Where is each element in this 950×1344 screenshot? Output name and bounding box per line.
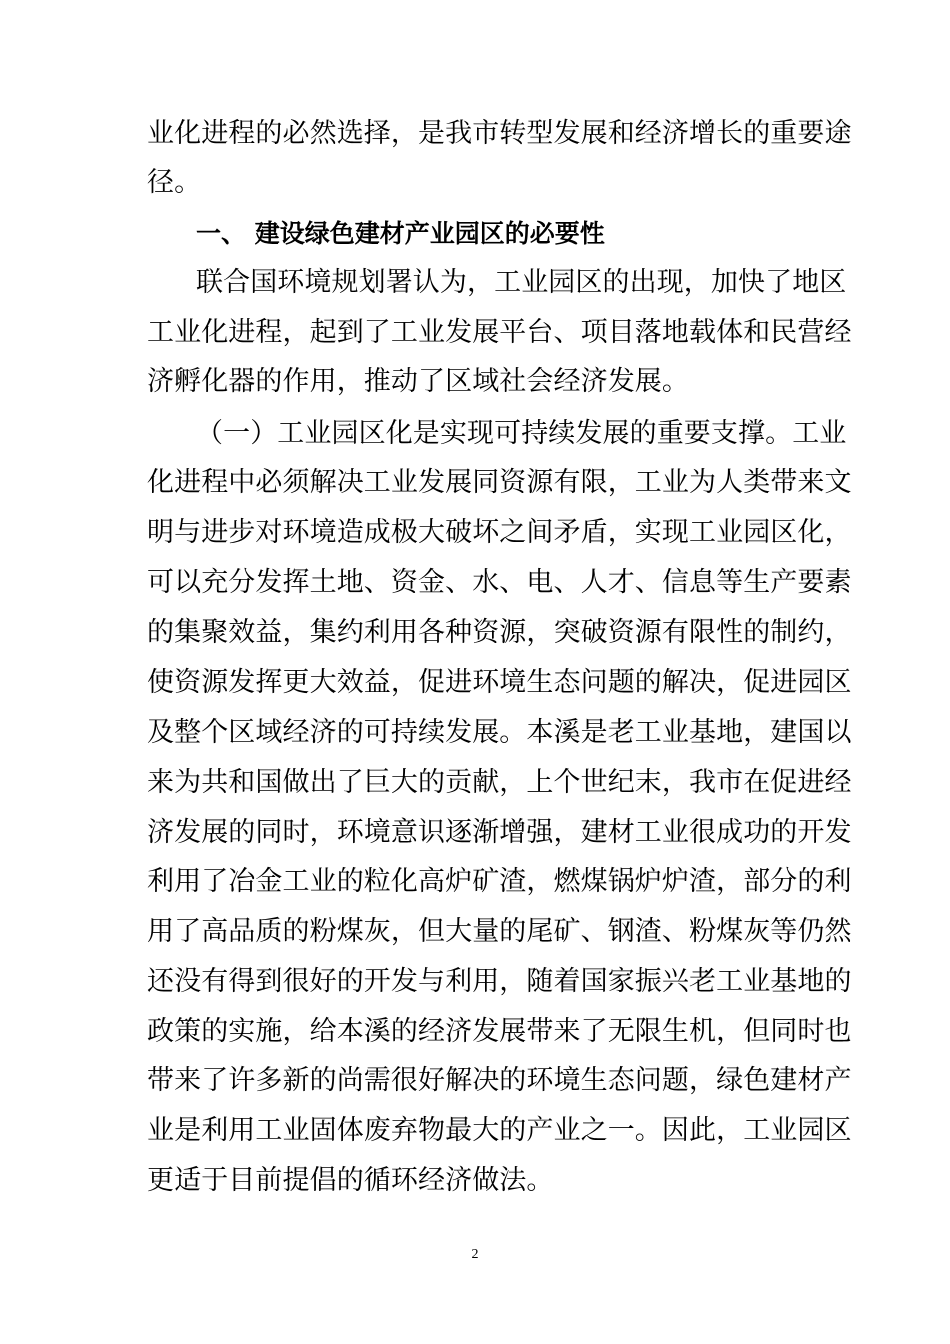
- text-line: 还没有得到很好的开发与利用，随着国家振兴老工业基地的: [147, 966, 852, 997]
- text-line: 联合国环境规划署认为，工业园区的出现，加快了地区: [196, 267, 847, 298]
- text-line: 济孵化器的作用，推动了区域社会经济发展。: [147, 366, 689, 397]
- text-line: 的集聚效益，集约利用各种资源，突破资源有限性的制约，: [147, 617, 852, 648]
- text-line: 济发展的同时，环境意识逐渐增强，建材工业很成功的开发: [147, 817, 852, 848]
- text-line: 利用了冶金工业的粒化高炉矿渣，燃煤锅炉炉渣，部分的利: [147, 866, 852, 897]
- text-line: 政策的实施，给本溪的经济发展带来了无限生机，但同时也: [147, 1016, 852, 1047]
- text-line: 工业化进程，起到了工业发展平台、项目落地载体和民营经: [147, 317, 852, 348]
- text-line: 化进程中必须解决工业发展同资源有限，工业为人类带来文: [147, 467, 852, 498]
- text-line: 来为共和国做出了巨大的贡献，上个世纪末，我市在促进经: [147, 767, 852, 798]
- section-heading: 一、 建设绿色建材产业园区的必要性: [196, 219, 605, 248]
- text-line: 使资源发挥更大效益，促进环境生态问题的解决，促进园区: [147, 667, 852, 698]
- text-line: 明与进步对环境造成极大破坏之间矛盾，实现工业园区化，: [147, 517, 852, 548]
- text-line: 及整个区域经济的可持续发展。本溪是老工业基地，建国以: [147, 717, 852, 748]
- text-line: （一）工业园区化是实现可持续发展的重要支撑。工业: [196, 418, 847, 449]
- text-line: 更适于目前提倡的循环经济做法。: [147, 1165, 554, 1196]
- text-line: 带来了许多新的尚需很好解决的环境生态问题，绿色建材产: [147, 1065, 852, 1096]
- text-line: 用了高品质的粉煤灰，但大量的尾矿、钢渣、粉煤灰等仍然: [147, 916, 852, 947]
- text-line: 业是利用工业固体废弃物最大的产业之一。因此，工业园区: [147, 1115, 852, 1146]
- text-line: 业化进程的必然选择，是我市转型发展和经济增长的重要途: [147, 118, 852, 149]
- text-line: 径。: [147, 167, 202, 198]
- page-number: 2: [471, 1247, 479, 1262]
- text-line: 可以充分发挥土地、资金、水、电、人才、信息等生产要素: [147, 567, 852, 598]
